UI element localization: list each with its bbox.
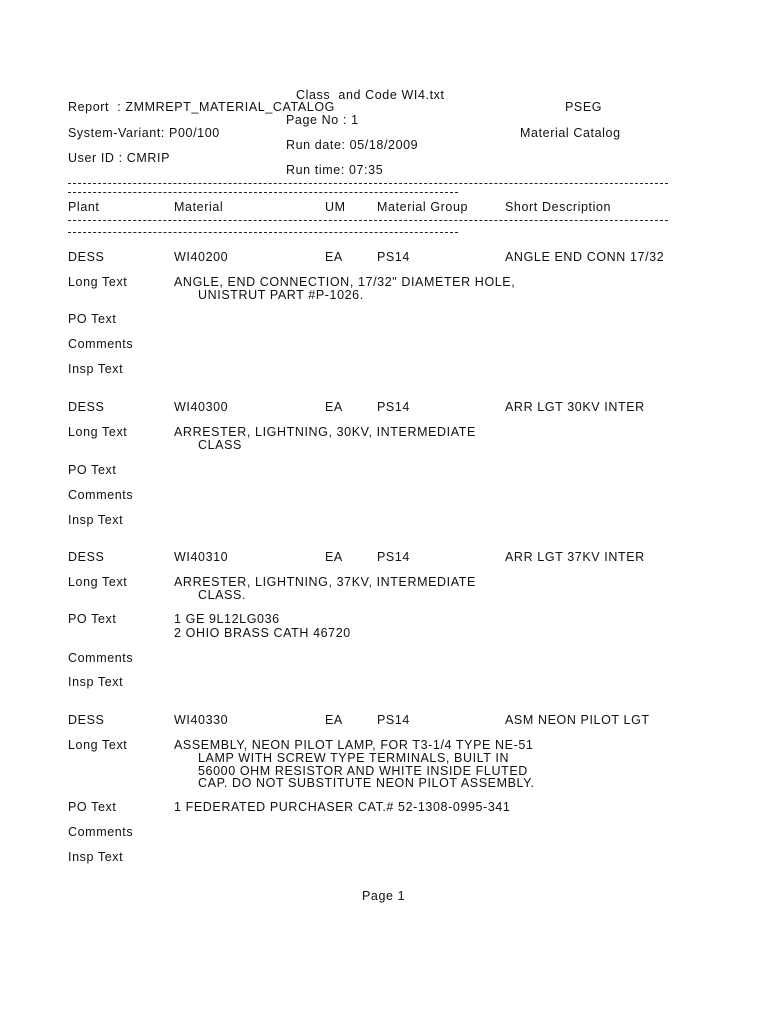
page-number: Page No : 1 [286,113,359,127]
column-header-um: UM [325,200,346,214]
record-um: EA [325,400,343,414]
insp-text-label: Insp Text [68,513,124,527]
user-id: User ID : CMRIP [68,151,171,165]
po-text-label: PO Text [68,800,117,814]
page-footer: Page 1 [362,889,406,903]
record-um: EA [325,713,343,727]
long-text-line: ASSEMBLY, NEON PILOT LAMP, FOR T3-1/4 TYPE NE-51 [174,738,534,752]
system-variant: System-Variant: P00/100 [68,126,220,140]
record-um: EA [325,550,343,564]
long-text-line: ARRESTER, LIGHTNING, 37KV, INTERMEDIATE [174,575,476,589]
record-material-group: PS14 [377,250,410,264]
record-short-description: ARR LGT 30KV INTER [505,400,645,414]
column-header-material-group: Material Group [377,200,469,214]
record-plant: DESS [68,250,105,264]
comments-label: Comments [68,488,134,502]
report-name: Report : ZMMREPT_MATERIAL_CATALOG [68,100,335,114]
record-short-description: ANGLE END CONN 17/32 [505,250,665,264]
column-header-short-description: Short Description [505,200,612,214]
run-date: Run date: 05/18/2009 [286,138,419,152]
insp-text-label: Insp Text [68,850,124,864]
comments-label: Comments [68,825,134,839]
record-plant: DESS [68,550,105,564]
record-material-group: PS14 [377,400,410,414]
long-text-label: Long Text [68,738,128,752]
po-text-line: 1 GE 9L12LG036 [174,612,280,626]
long-text-line: UNISTRUT PART #P-1026. [198,288,364,302]
long-text-line: CAP. DO NOT SUBSTITUTE NEON PILOT ASSEMBLY. [198,776,535,790]
record-plant: DESS [68,400,105,414]
record-material: WI40330 [174,713,229,727]
catalog-title: Material Catalog [520,126,621,140]
run-time: Run time: 07:35 [286,163,384,177]
column-header-plant: Plant [68,200,100,214]
po-text-line: 2 OHIO BRASS CATH 46720 [174,626,351,640]
long-text-line: LAMP WITH SCREW TYPE TERMINALS, BUILT IN [198,751,510,765]
separator-line [68,183,668,184]
po-text-label: PO Text [68,463,117,477]
record-plant: DESS [68,713,105,727]
record-um: EA [325,250,343,264]
po-text-label: PO Text [68,312,117,326]
long-text-line: ARRESTER, LIGHTNING, 30KV, INTERMEDIATE [174,425,476,439]
long-text-line: CLASS. [198,588,247,602]
separator-line [68,220,668,221]
separator-line [68,232,458,233]
comments-label: Comments [68,337,134,351]
record-short-description: ASM NEON PILOT LGT [505,713,650,727]
record-material-group: PS14 [377,550,410,564]
insp-text-label: Insp Text [68,675,124,689]
long-text-label: Long Text [68,575,128,589]
long-text-line: CLASS [198,438,242,452]
long-text-label: Long Text [68,425,128,439]
record-short-description: ARR LGT 37KV INTER [505,550,645,564]
insp-text-label: Insp Text [68,362,124,376]
po-text-label: PO Text [68,612,117,626]
column-header-material: Material [174,200,224,214]
record-material: WI40300 [174,400,229,414]
file-title: Class and Code WI4.txt [296,88,445,102]
long-text-line: 56000 OHM RESISTOR AND WHITE INSIDE FLUTED [198,764,528,778]
record-material: WI40200 [174,250,229,264]
comments-label: Comments [68,651,134,665]
long-text-line: ANGLE, END CONNECTION, 17/32" DIAMETER HOLE, [174,275,516,289]
separator-line [68,192,458,193]
company-name: PSEG [565,100,603,114]
long-text-label: Long Text [68,275,128,289]
record-material-group: PS14 [377,713,410,727]
po-text-line: 1 FEDERATED PURCHASER CAT.# 52-1308-0995-341 [174,800,511,814]
record-material: WI40310 [174,550,229,564]
